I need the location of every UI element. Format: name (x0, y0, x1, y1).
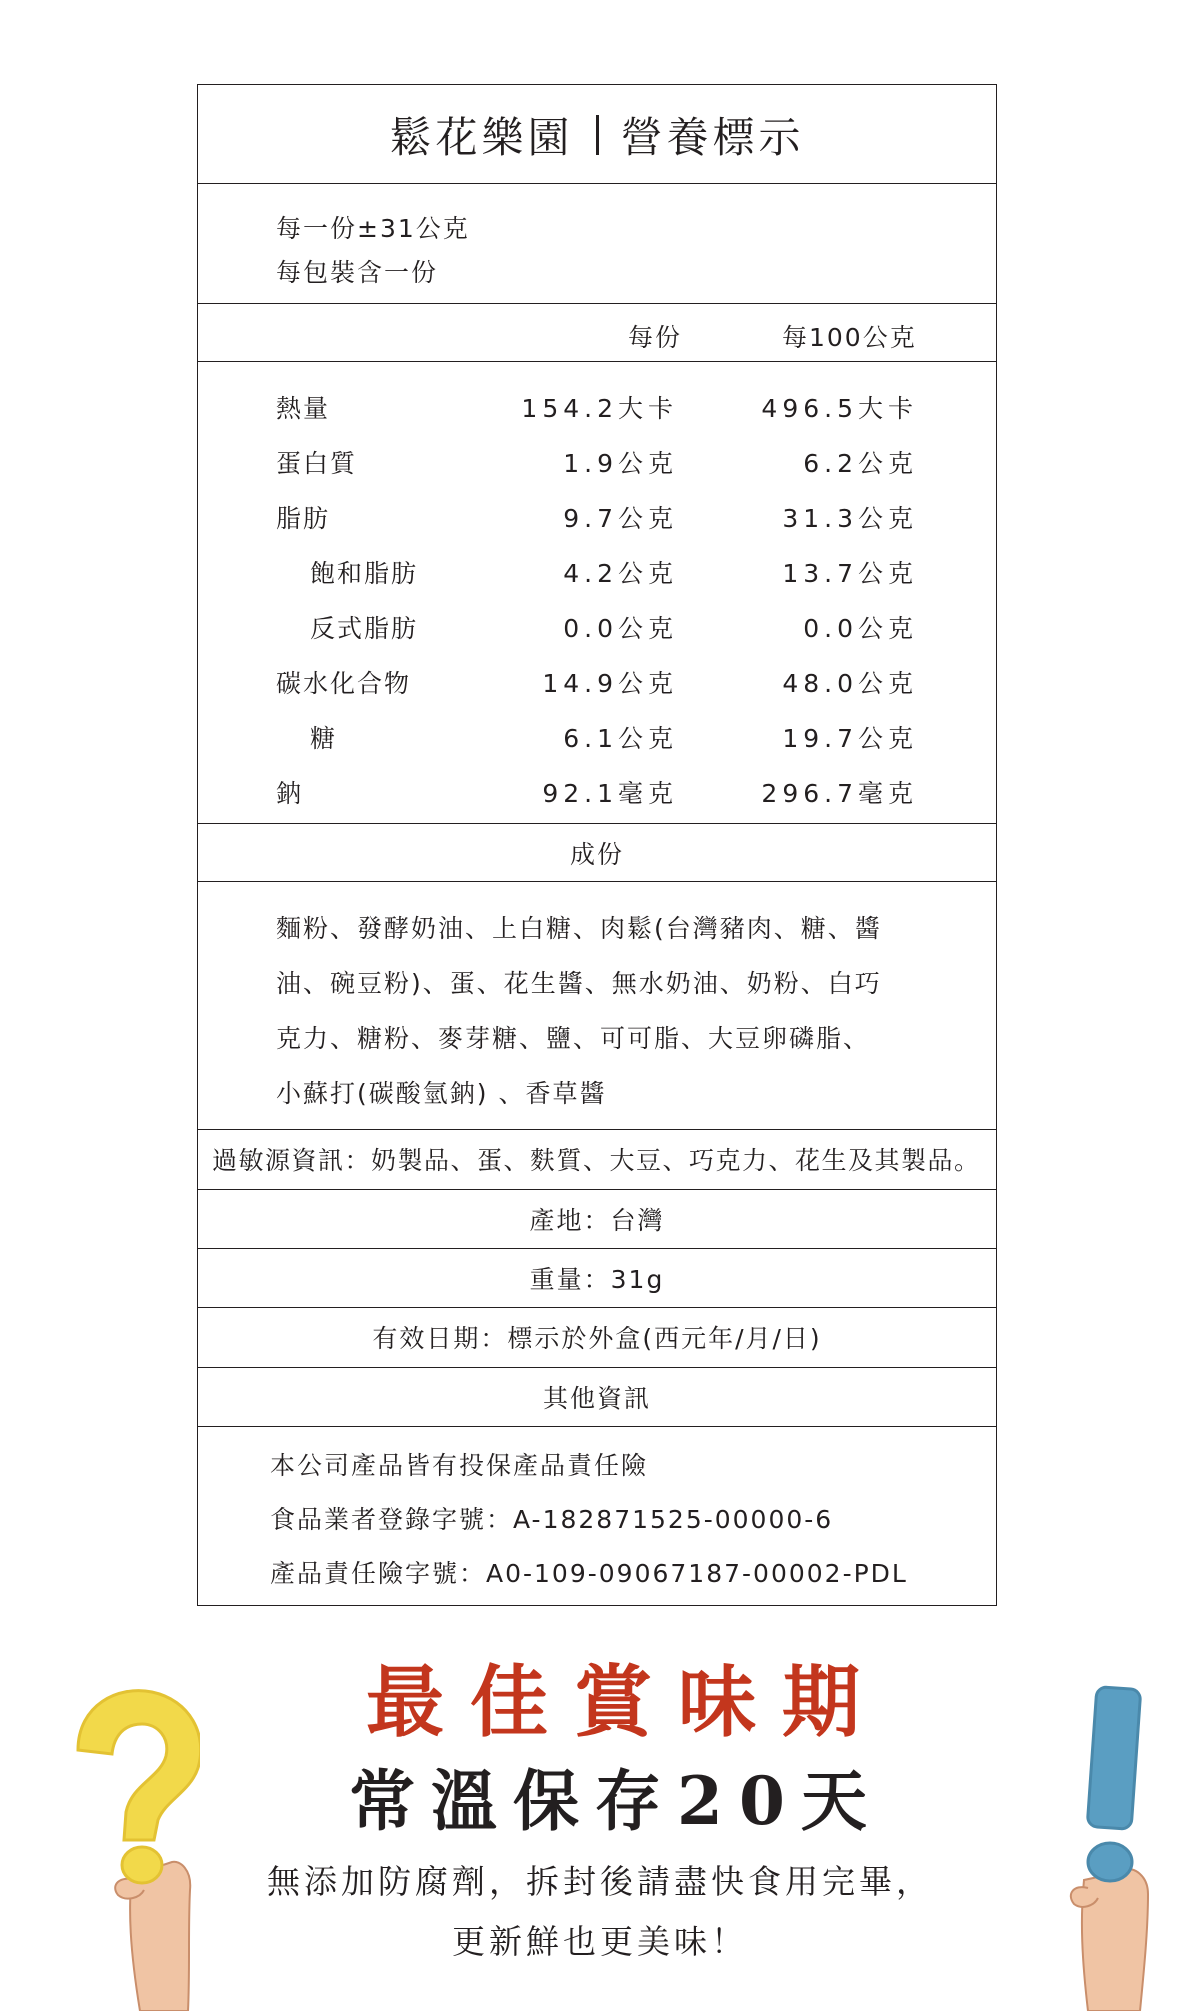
other-info (198, 1427, 996, 1607)
ingredients-line: 克力、糖粉、麥芽糖、鹽、可可脂、大豆卵磷脂、 (276, 1024, 871, 1053)
col-per-serving: 每份 (628, 323, 683, 352)
nutrient-name: 飽和脂肪 (310, 559, 419, 588)
value-per-100g: 496.5大卡 (761, 394, 918, 423)
nutrient-name: 脂肪 (276, 504, 331, 533)
question-mark-sign-icon (40, 1680, 200, 2011)
nutrient-table (198, 363, 996, 823)
divider (198, 303, 996, 304)
label-title-text: 營養標示 (620, 113, 805, 162)
nutrient-row (198, 656, 996, 711)
nutrient-name: 糖 (310, 724, 338, 753)
nutrient-name: 熱量 (276, 394, 331, 423)
value-per-100g: 48.0公克 (782, 669, 918, 698)
shelf-life-subtitle: 常溫保存20天 (349, 1762, 883, 1840)
divider (198, 881, 996, 882)
other-info-heading: 其他資訊 (542, 1383, 651, 1413)
value-per-serving: 9.7公克 (563, 504, 678, 533)
label-title (198, 85, 996, 185)
ingredients-line: 小蘇打(碳酸氫鈉) 、香草醬 (276, 1079, 607, 1108)
nutrient-row (198, 766, 996, 821)
ingredients-line: 麵粉、發酵奶油、上白糖、肉鬆(台灣豬肉、糖、醬 (276, 914, 882, 943)
food-registration-number: 食品業者登錄字號：A-182871525-00000-6 (270, 1505, 834, 1534)
value-per-serving: 1.9公克 (563, 449, 678, 478)
nutrient-row (198, 711, 996, 766)
column-header (198, 305, 996, 363)
nutrient-name: 碳水化合物 (276, 669, 412, 698)
allergen-info: 過敏源資訊：奶製品、蛋、麩質、大豆、巧克力、花生及其製品。 (212, 1146, 981, 1175)
value-per-serving: 92.1毫克 (542, 779, 678, 808)
preservative-note-line1: 無添加防腐劑，拆封後請盡快食用完畢， (267, 1862, 933, 1901)
value-per-100g: 296.7毫克 (761, 779, 918, 808)
servings-per-pack: 每包裝含一份 (276, 258, 439, 287)
nutrient-name: 蛋白質 (276, 449, 358, 478)
divider (198, 183, 996, 184)
value-per-100g: 6.2公克 (803, 449, 918, 478)
value-per-serving: 154.2大卡 (521, 394, 678, 423)
preservative-note-line2: 更新鮮也更美味！ (452, 1922, 748, 1961)
value-per-serving: 14.9公克 (542, 669, 678, 698)
origin: 產地：台灣 (529, 1205, 665, 1235)
expiry-date: 有效日期：標示於外盒(西元年/月/日) (372, 1324, 822, 1353)
serving-size: 每一份±31公克 (276, 214, 470, 243)
nutrient-row (198, 436, 996, 491)
value-per-serving: 0.0公克 (563, 614, 678, 643)
ingredients-line: 油、碗豆粉)、蛋、花生醬、無水奶油、奶粉、白巧 (276, 969, 882, 998)
value-per-100g: 0.0公克 (803, 614, 918, 643)
value-per-serving: 6.1公克 (563, 724, 678, 753)
nutrient-name: 反式脂肪 (310, 614, 419, 643)
value-per-100g: 13.7公克 (782, 559, 918, 588)
title-divider (596, 115, 599, 155)
ingredients-heading: 成份 (569, 840, 624, 869)
nutrition-label (197, 84, 997, 1606)
nutrient-row (198, 601, 996, 656)
insurance-number: 產品責任險字號：A0-109-09067187-00002-PDL (270, 1559, 908, 1588)
insurance-note: 本公司產品皆有投保產品責任險 (270, 1451, 649, 1480)
net-weight: 重量：31g (529, 1264, 665, 1294)
serving-info (198, 185, 996, 305)
value-per-100g: 19.7公克 (782, 724, 918, 753)
brand-name: 鬆花樂園 (389, 113, 574, 162)
value-per-serving: 4.2公克 (563, 559, 678, 588)
nutrient-row (198, 381, 996, 436)
nutrient-name: 鈉 (276, 779, 304, 808)
nutrient-row (198, 546, 996, 601)
ingredients-list (198, 883, 996, 1129)
divider (198, 361, 996, 362)
value-per-100g: 31.3公克 (782, 504, 918, 533)
nutrient-row (198, 491, 996, 546)
best-before-title: 最佳賞味期 (365, 1657, 886, 1748)
col-per-100g: 每100公克 (782, 323, 917, 352)
exclamation-mark-sign-icon (1028, 1680, 1178, 2011)
